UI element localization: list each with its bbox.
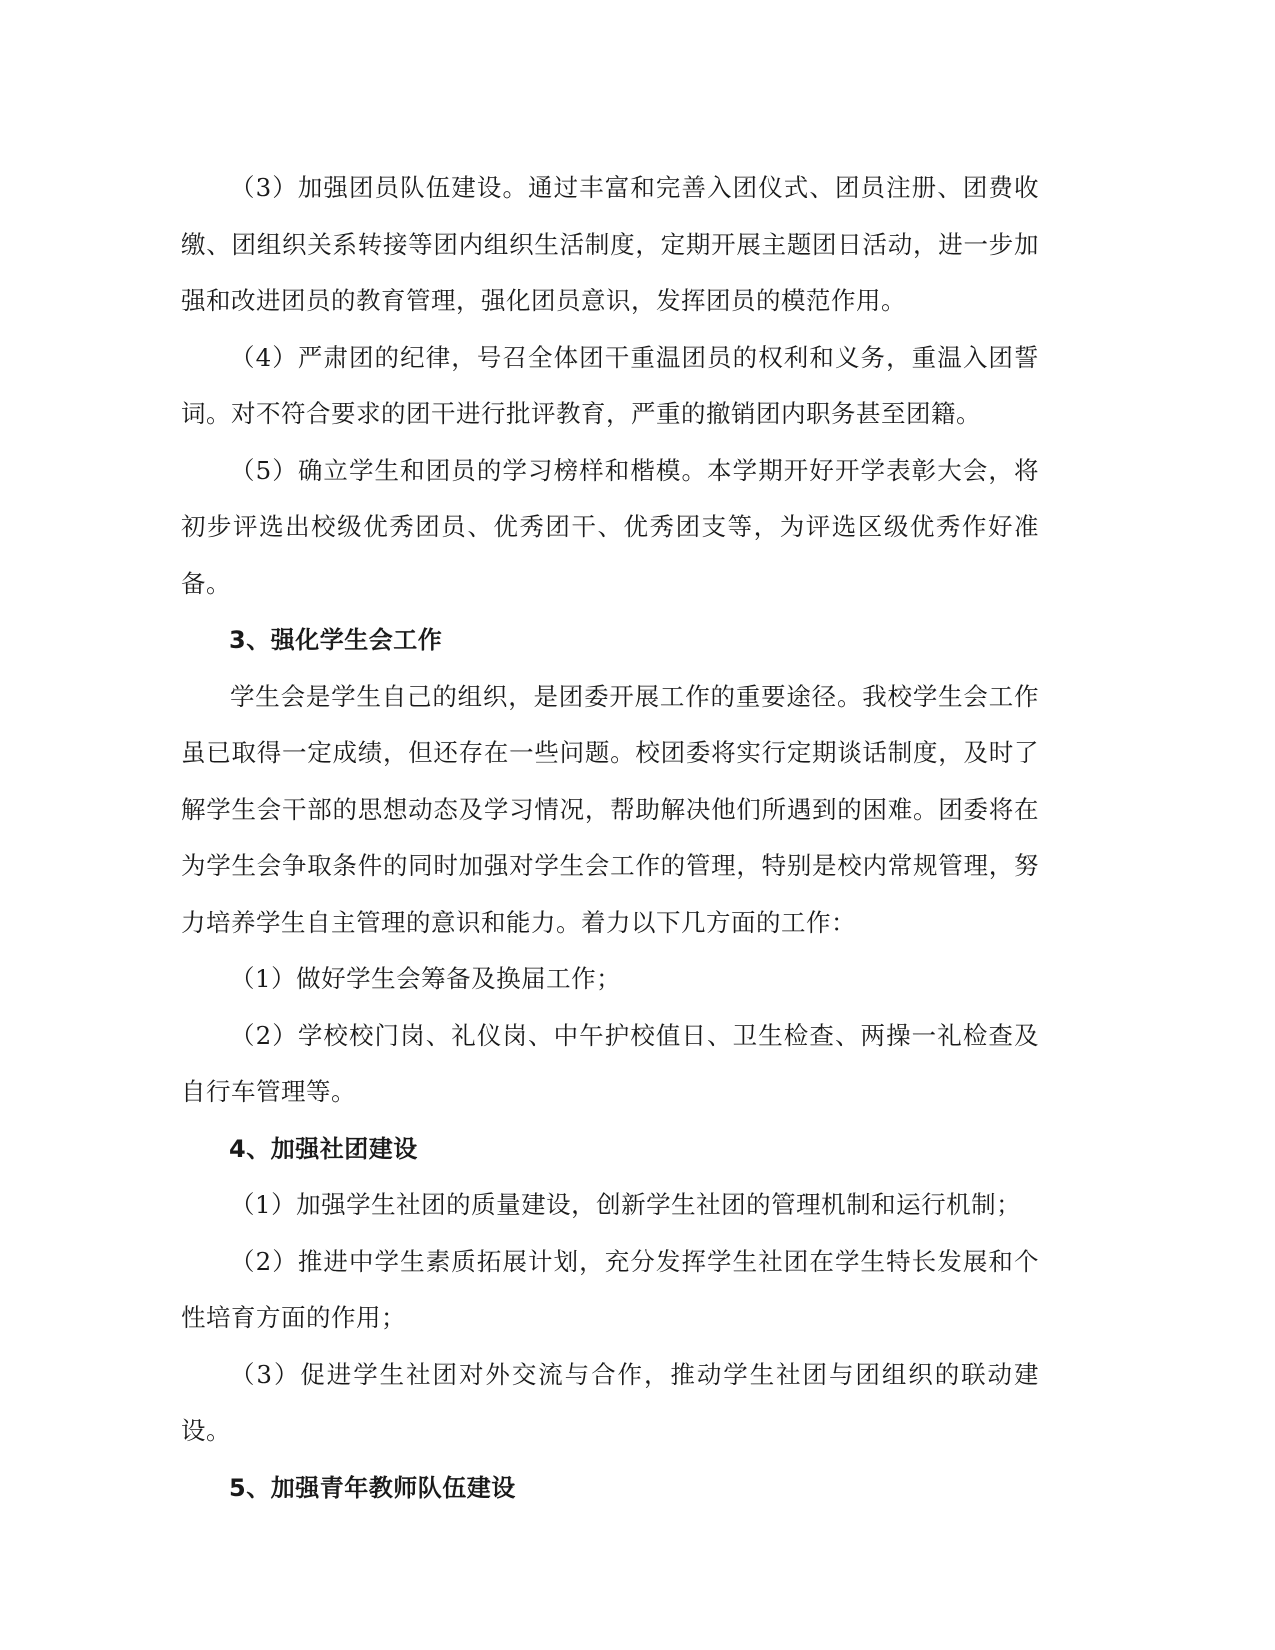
paragraph-5-role-models: （5）确立学生和团员的学习榜样和楷模。本学期开好开学表彰大会，将初步评选出校级优秀团员、优秀团干、优秀团支等，为评选区级优秀作好准备。 xyxy=(181,455,1039,598)
paragraph-clubs-item-2: （2）推进中学生素质拓展计划，充分发挥学生社团在学生特长发展和个性培育方面的作用； xyxy=(181,1246,1039,1332)
paragraph-clubs-item-3: （3）促进学生社团对外交流与合作，推动学生社团与团组织的联动建设。 xyxy=(181,1359,1039,1445)
paragraph-clubs-item-1: （1）加强学生社团的质量建设，创新学生社团的管理机制和运行机制； xyxy=(230,1190,1022,1219)
paragraph-student-union-item-2: （2）学校校门岗、礼仪岗、中午护校值日、卫生检查、两操一礼检查及自行车管理等。 xyxy=(181,1020,1039,1106)
document-body xyxy=(181,160,1039,1516)
paragraph-4-discipline: （4）严肃团的纪律，号召全体团干重温团员的权利和义务，重温入团誓词。对不符合要求的团干进行批评教育，严重的撤销团内职务甚至团籍。 xyxy=(181,342,1039,428)
section-heading-young-teachers: 5、加强青年教师队伍建设 xyxy=(229,1473,516,1502)
paragraph-student-union-item-1: （1）做好学生会筹备及换届工作； xyxy=(230,964,622,993)
paragraph-3-team-building: （3）加强团员队伍建设。通过丰富和完善入团仪式、团员注册、团费收缴、团组织关系转接等团内组织生活制度，定期开展主题团日活动，进一步加强和改进团员的教育管理，强化团员意识，发挥团员的模范作用。 xyxy=(181,173,1039,315)
paragraph-student-union-intro: 学生会是学生自己的组织，是团委开展工作的重要途径。我校学生会工作虽已取得一定成绩，但还存在一些问题。校团委将实行定期谈话制度，及时了解学生会干部的思想动态及学习情况，帮助解决他们所遇到的困难。团委将在为学生会争取条件的同时加强对学生会工作的管理，特别是校内常规管理，努力培养学生自主管理的意识和能力。着力以下几方面的工作： xyxy=(181,681,1039,937)
section-heading-student-union: 3、强化学生会工作 xyxy=(229,626,443,654)
section-heading-clubs: 4、加强社团建设 xyxy=(229,1134,418,1163)
